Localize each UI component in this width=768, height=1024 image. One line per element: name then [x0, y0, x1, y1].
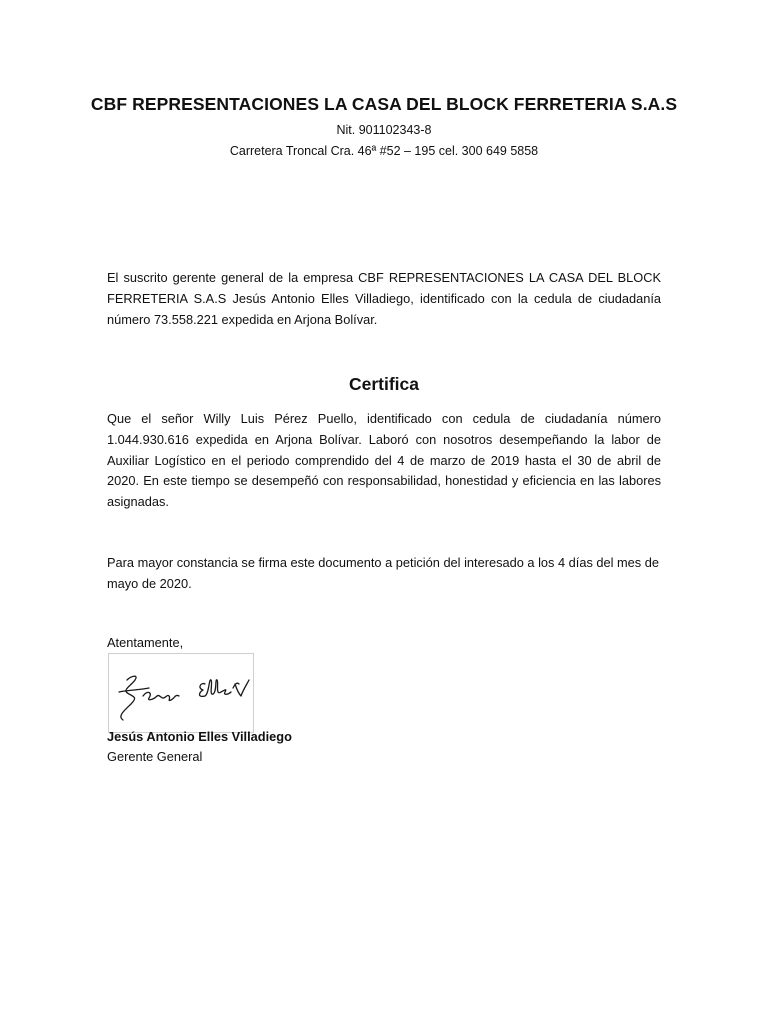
signature-image	[109, 654, 253, 732]
company-name: CBF REPRESENTACIONES LA CASA DEL BLOCK FERRETERIA S.A.S	[90, 94, 678, 114]
company-nit: Nit. 901102343-8	[336, 123, 432, 137]
closing-paragraph: Para mayor constancia se firma este documento a petición del interesado a los 4 días del mes de mayo de 2020.	[107, 555, 659, 591]
intro-paragraph: El suscrito gerente general de la empresa CBF REPRESENTACIONES LA CASA DEL BLOCK FERRETERIA S.A.S Jesús Antonio Elles Villadiego, identificado con la cedula de ciudadanía número 73.558.221 expedida en Arjona Bolívar.	[107, 270, 661, 327]
signer-role: Gerente General	[107, 749, 203, 764]
company-address: Carretera Troncal Cra. 46ª #52 – 195 cel. 300 649 5858	[229, 144, 539, 158]
handwritten-signature	[108, 653, 254, 733]
letterhead	[0, 92, 768, 162]
salutation: Atentamente,	[107, 635, 184, 650]
certification-body: Que el señor Willy Luis Pérez Puello, identificado con cedula de ciudadanía número 1.044.930.616 expedida en Arjona Bolívar. Laboró con nosotros desempeñando la labor de Auxiliar Logístico en el periodo comprendido del 4 de marzo de 2019 hasta el 30 de abril de 2020. En este tiempo se desempeñó con responsabilidad, honestidad y eficiencia en las labores asignadas.	[107, 411, 661, 510]
certification-title: Certifica	[348, 374, 420, 394]
signer-name: Jesús Antonio Elles Villadiego	[107, 729, 292, 744]
